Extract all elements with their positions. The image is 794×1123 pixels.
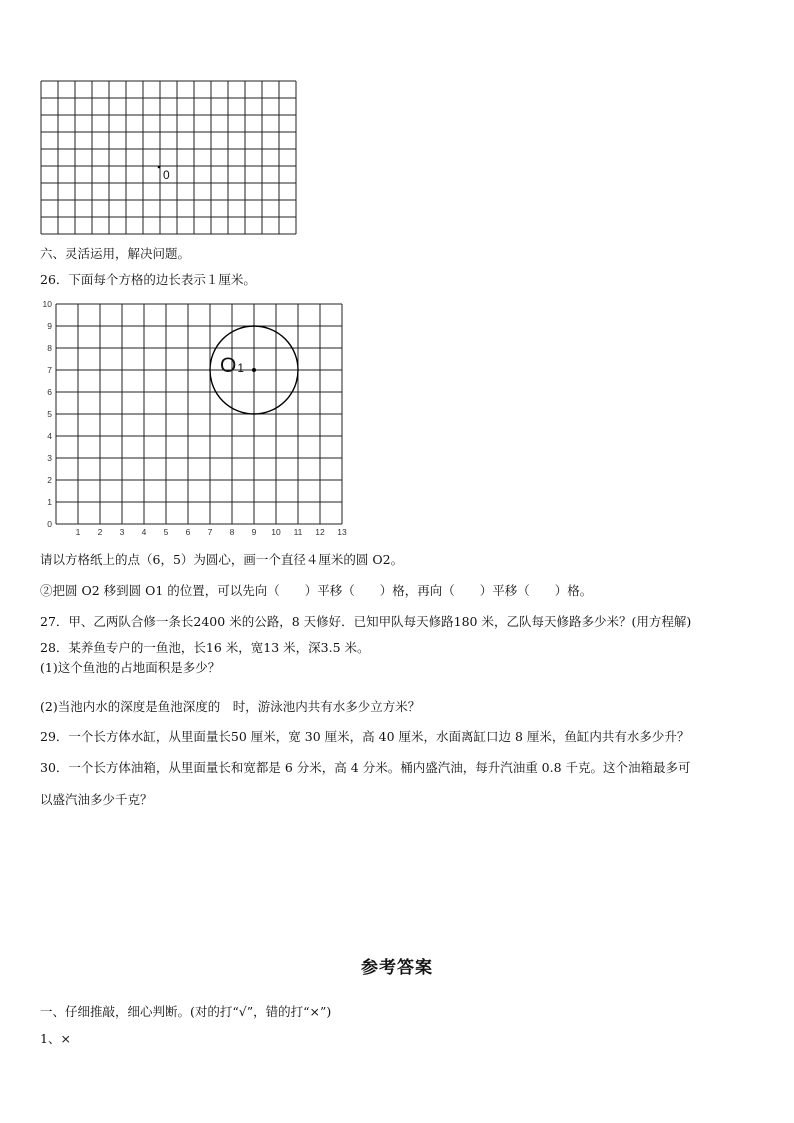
x-axis-tick-label: 11 — [293, 527, 303, 537]
y-axis-tick-label: 8 — [47, 343, 52, 353]
x-axis-tick-label: 5 — [163, 527, 169, 537]
y-axis-tick-label: 0 — [47, 519, 52, 529]
question-26-stem: 26．下面每个方格的边长表示１厘米。 — [40, 272, 256, 287]
question-29: 29．一个长方体水缸，从里面量长50 厘米，宽 30 厘米，高 40 厘米，水面离缸口边 8 厘米，鱼缸内共有水多少升？ — [40, 729, 690, 744]
answer-1: 1、× — [40, 1031, 71, 1046]
x-axis-tick-label: 7 — [207, 527, 213, 537]
question-26-part2: ②把圆 O2 移到圆 O1 的位置，可以先向（ ）平移（ ）格，再向（ ）平移（ ）格。 — [40, 583, 593, 598]
x-axis-tick-label: 4 — [141, 527, 147, 537]
x-axis-tick-label: 13 — [337, 527, 347, 537]
question-26-part1: 请以方格纸上的点（6，5）为圆心，画一个直径４厘米的圆 O2。 — [40, 552, 404, 567]
question-30-line1: 30．一个长方体油箱，从里面量长和宽都是 6 分米，高 4 分米。桶内盛汽油，每升汽油重 0.8 千克。这个油箱最多可 — [40, 760, 691, 775]
question-28-part1: (1)这个鱼池的占地面积是多少？ — [40, 660, 221, 675]
grid-top-origin-label: 0 — [163, 168, 170, 182]
x-axis-tick-label: 9 — [251, 527, 257, 537]
question-30-line2: 以盛汽油多少千克？ — [40, 792, 153, 807]
x-axis-tick-label: 8 — [229, 527, 235, 537]
y-axis-tick-label: 6 — [47, 387, 52, 397]
y-axis-tick-label: 3 — [47, 453, 52, 463]
x-axis-tick-label: 12 — [315, 527, 325, 537]
y-axis-tick-label: 9 — [47, 321, 52, 331]
coordinate-grid-top — [40, 80, 300, 238]
y-axis-tick-label: 4 — [47, 431, 52, 441]
question-28-part2: (2)当池内水的深度是鱼池深度的 时，游泳池内共有水多少立方米？ — [40, 699, 421, 714]
y-axis-tick-label: 7 — [47, 365, 52, 375]
question-28-stem: 28．某养鱼专户的一鱼池，长16 米，宽13 米，深3.5 米。 — [40, 640, 370, 655]
y-axis-tick-label: 10 — [42, 299, 52, 309]
coordinate-grid-q26 — [30, 298, 360, 538]
x-axis-tick-label: 1 — [75, 527, 81, 537]
x-axis-tick-label: 6 — [185, 527, 191, 537]
x-axis-tick-label: 2 — [97, 527, 103, 537]
y-axis-tick-label: 5 — [47, 409, 52, 419]
section-6-heading: 六、灵活运用，解决问题。 — [40, 246, 191, 261]
circle-o1-label: O1 — [220, 354, 245, 377]
y-axis-tick-label: 1 — [47, 497, 52, 507]
x-axis-tick-label: 3 — [119, 527, 125, 537]
circle-o1-center-point — [252, 368, 256, 372]
y-axis-tick-label: 2 — [47, 475, 52, 485]
x-axis-tick-label: 10 — [271, 527, 281, 537]
grid-top-origin-point — [158, 166, 161, 169]
question-27: 27．甲、乙两队合修一条长2400 米的公路，8 天修好．已知甲队每天修路180 米，乙队每天修路多少米？(用方程解) — [40, 614, 692, 629]
answers-section-1-heading: 一、仔细推敲，细心判断。(对的打“√”，错的打“×”) — [40, 1004, 332, 1019]
answers-title: 参考答案 — [361, 958, 433, 978]
